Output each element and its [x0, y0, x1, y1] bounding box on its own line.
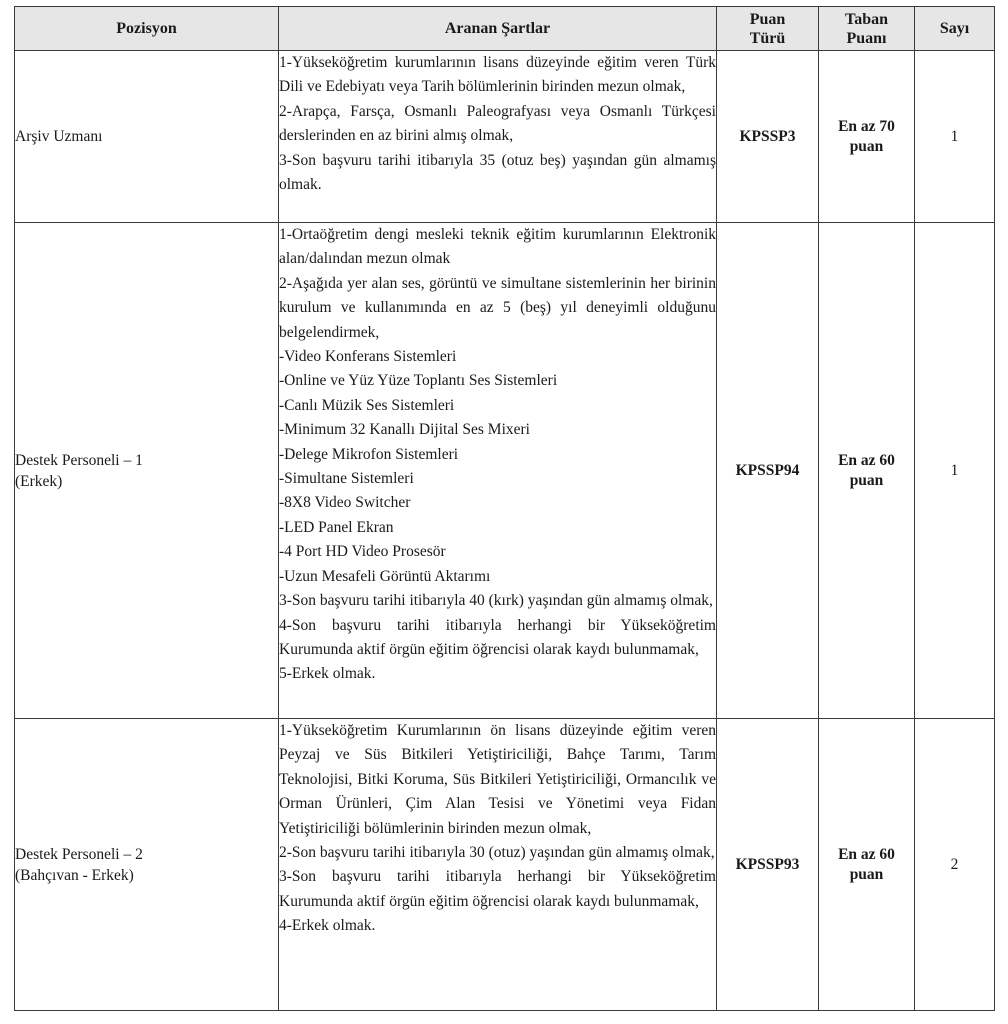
base-score-unit: puan — [849, 865, 884, 883]
requirement-item: 2-Son başvuru tarihi itibarıyla 30 (otuz) yaşından gün almamış olmak, — [279, 844, 715, 862]
requirement-item: -Delege Mikrofon Sistemleri — [279, 445, 459, 463]
header-position: Pozisyon — [15, 7, 279, 51]
requirement-item: 3-Son başvuru tarihi itibarıyla 40 (kırk) yaşından gün almamış olmak, — [279, 592, 713, 610]
base-score-cell — [819, 51, 915, 223]
requirement-item: 1-Yükseköğretim Kurumlarının ön lisans düzeyinde eğitim veren Peyzaj ve Süs Bitkileri Yetiştiriciliği, Bahçe Tarımı, Tarım Teknolojisi, Bitki Koruma, Süs Bitkileri Yetiştiriciliği, Ormancılık ve Orman Ürünleri, Çim Alan Tesisi ve Yönetimi veya Fidan Yetiştiriciliği bölümlerinin birinden mezun olmak, — [279, 722, 716, 837]
position-name: Destek Personeli – 1 — [15, 451, 143, 469]
table-row — [15, 223, 995, 719]
table-row — [15, 51, 995, 223]
requirement-item: 1-Yükseköğretim kurumlarının lisans düzeyinde eğitim veren Türk Dili ve Edebiyatı veya Tarih bölümlerinin birinden mezun olmak, — [279, 54, 716, 96]
position-cell — [15, 223, 279, 719]
score-type-cell: KPSSP93 — [717, 719, 819, 1011]
requirement-item: 1-Ortaöğretim dengi mesleki teknik eğitim kurumlarının Elektronik alan/dalından mezun olmak — [279, 226, 716, 268]
requirement-item: 2-Arapça, Farsça, Osmanlı Paleografyası veya Osmanlı Türkçesi derslerinden en az birini almış olmak, — [279, 102, 716, 145]
requirement-item: 4-Erkek olmak. — [279, 917, 376, 935]
requirement-item: -Uzun Mesafeli Görüntü Aktarımı — [279, 567, 491, 585]
score-type-cell: KPSSP3 — [717, 51, 819, 223]
requirement-item: 2-Aşağıda yer alan ses, görüntü ve simultane sistemlerinin her birinin kurulum ve kullanımında en az 5 (beş) yıl deneyimli olduğunu belgelendirmek, — [279, 274, 716, 341]
base-score-value: En az 60 — [838, 451, 895, 469]
table-row — [15, 719, 995, 1011]
header-score-type-line2: Türü — [749, 29, 786, 47]
base-score-unit: puan — [849, 471, 884, 489]
requirements-cell — [279, 51, 717, 223]
requirement-item: -Minimum 32 Kanallı Dijital Ses Mixeri — [279, 421, 530, 439]
header-base-score-line1: Taban — [845, 10, 888, 28]
requirement-item: -4 Port HD Video Prosesör — [279, 543, 446, 561]
requirement-item: 5-Erkek olmak. — [279, 665, 376, 683]
base-score-value: En az 60 — [838, 845, 895, 863]
count-cell: 1 — [915, 223, 995, 719]
requirement-item: 3-Son başvuru tarihi itibarıyla herhangi bir Yükseköğretim Kurumunda aktif örgün eğitim öğrencisi olarak kaydı bulunmamak, — [279, 868, 716, 910]
header-base-score-line2: Puanı — [846, 29, 887, 47]
requirement-item: -Simultane Sistemleri — [279, 470, 414, 488]
position-cell — [15, 51, 279, 223]
header-score-type-line1: Puan — [749, 10, 786, 28]
base-score-cell — [819, 719, 915, 1011]
position-name: Arşiv Uzmanı — [15, 128, 103, 145]
requirement-item: 4-Son başvuru tarihi itibarıyla herhangi bir Yükseköğretim Kurumunda aktif örgün eğitim öğrencisi olarak kaydı bulunmamak, — [279, 616, 716, 658]
requirement-item: -LED Panel Ekran — [279, 518, 394, 536]
count-cell: 2 — [915, 719, 995, 1011]
base-score-unit: puan — [849, 137, 884, 155]
position-qualifier: (Erkek) — [15, 472, 63, 490]
base-score-cell — [819, 223, 915, 719]
requirement-item: -8X8 Video Switcher — [279, 494, 411, 512]
requirement-item: -Video Konferans Sistemleri — [279, 348, 457, 366]
position-cell — [15, 719, 279, 1011]
count-cell: 1 — [915, 51, 995, 223]
header-count: Sayı — [915, 7, 995, 51]
position-name: Destek Personeli – 2 — [15, 845, 143, 863]
table-header-row — [15, 7, 995, 51]
header-score-type — [717, 7, 819, 51]
header-requirements: Aranan Şartlar — [279, 7, 717, 51]
positions-table — [14, 6, 995, 1011]
requirement-item: 3-Son başvuru tarihi itibarıyla 35 (otuz beş) yaşından gün almamış olmak. — [279, 151, 716, 194]
requirement-item: -Canlı Müzik Ses Sistemleri — [279, 396, 455, 414]
position-qualifier: (Bahçıvan - Erkek) — [15, 866, 134, 884]
header-base-score — [819, 7, 915, 51]
requirements-cell — [279, 719, 717, 1011]
requirements-cell — [279, 223, 717, 719]
base-score-value: En az 70 — [838, 117, 895, 135]
score-type-cell: KPSSP94 — [717, 223, 819, 719]
requirement-item: -Online ve Yüz Yüze Toplantı Ses Sistemleri — [279, 372, 558, 390]
